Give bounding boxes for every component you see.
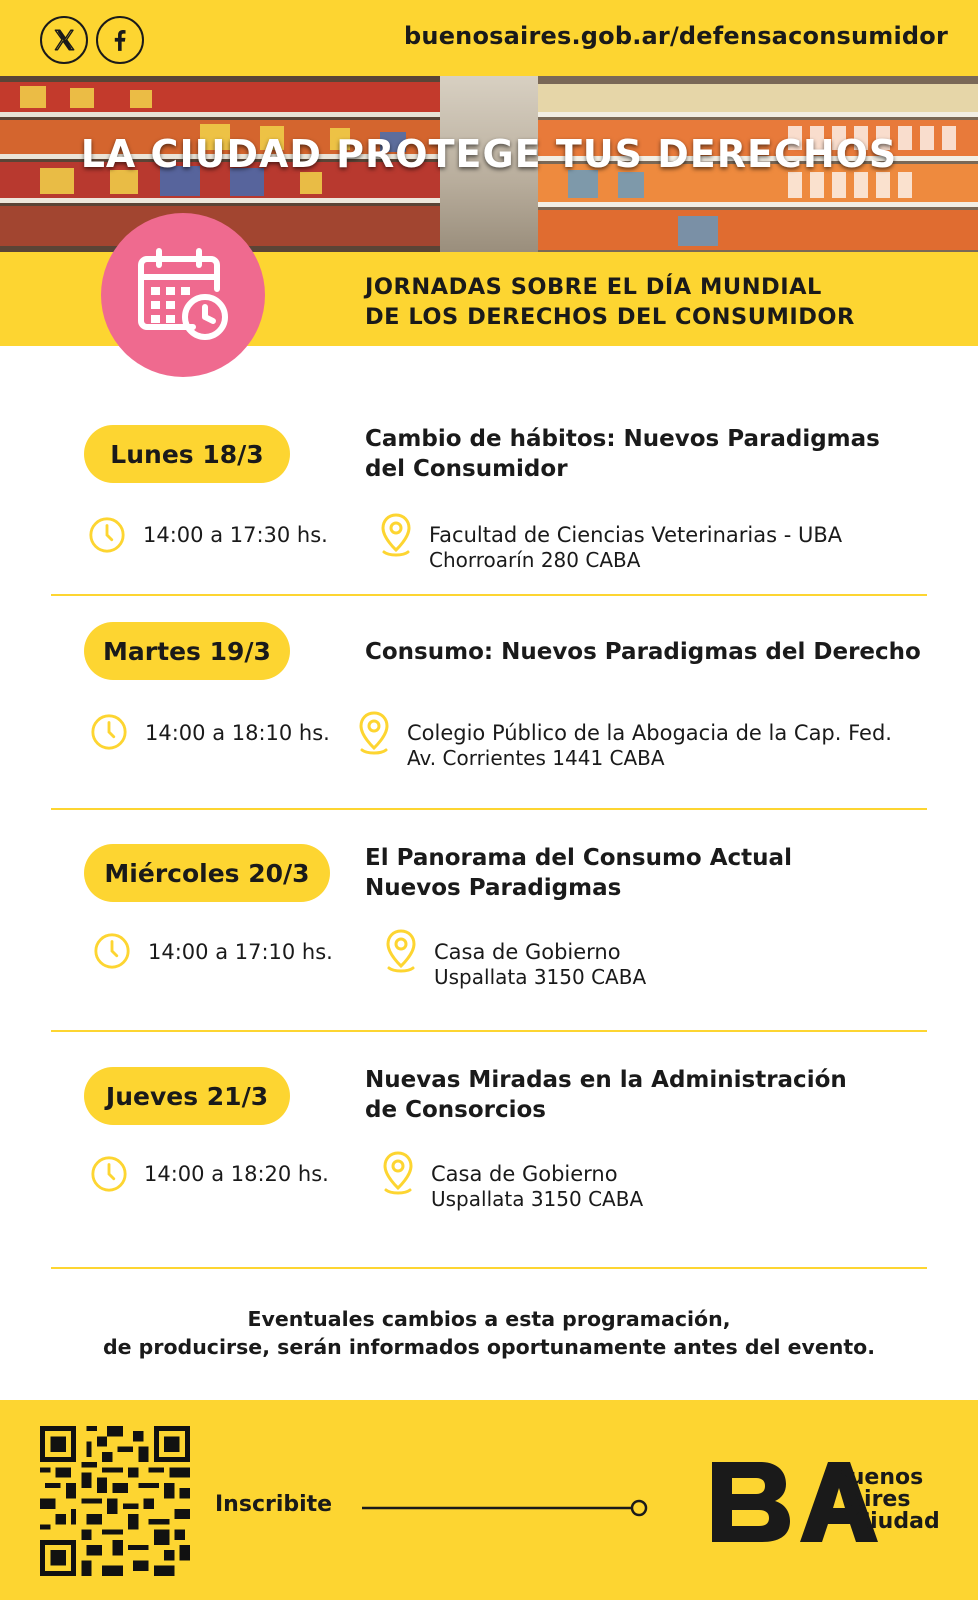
session-place: Facultad de Ciencias Veterinarias - UBA Chorroarín 280 CABA xyxy=(429,523,843,572)
session-title: Consumo: Nuevos Paradigmas del Derecho xyxy=(365,639,921,665)
calendar-clock-icon xyxy=(133,245,233,345)
session-place: Colegio Público de la Abogacia de la Cap. Fed. Av. Corrientes 1441 CABA xyxy=(407,721,892,770)
session-time: 14:00 a 18:10 hs. xyxy=(145,721,330,745)
svg-text:Aires: Aires xyxy=(847,1487,911,1512)
top-bar xyxy=(0,0,978,76)
location-pin-icon xyxy=(381,1150,415,1198)
session-place: Casa de Gobierno Uspallata 3150 CABA xyxy=(431,1162,644,1211)
session-time: 14:00 a 17:30 hs. xyxy=(143,523,328,547)
session-day-pill: Jueves 21/3 xyxy=(84,1067,290,1125)
session-day-pill: Martes 19/3 xyxy=(84,622,290,680)
session-title: Cambio de hábitos: Nuevos Paradigmas del Consumidor xyxy=(365,426,880,482)
svg-text:Buenos: Buenos xyxy=(832,1465,924,1490)
session-time: 14:00 a 18:20 hs. xyxy=(144,1162,329,1186)
session-divider xyxy=(51,594,927,596)
facebook-icon xyxy=(107,27,133,53)
location-pin-icon xyxy=(379,512,413,560)
hero-title: LA CIUDAD PROTEGE TUS DERECHOS xyxy=(80,132,898,176)
event-title-line-1: JORNADAS SOBRE EL DÍA MUNDIAL xyxy=(365,274,822,300)
location-pin-icon xyxy=(384,928,418,976)
clock-icon xyxy=(93,932,131,970)
svg-text:Ciudad: Ciudad xyxy=(854,1509,940,1534)
schedule-change-notice: Eventuales cambios a esta programación, de producirse, serán informados oportunamente antes del evento. xyxy=(102,1307,876,1359)
session-divider xyxy=(51,808,927,810)
register-arrow-line xyxy=(362,1499,648,1517)
x-twitter-icon xyxy=(51,27,77,53)
facebook-link[interactable] xyxy=(96,16,144,64)
session-title: Nuevas Miradas en la Administración de Consorcios xyxy=(365,1067,847,1123)
clock-icon xyxy=(88,516,126,554)
footer xyxy=(0,1400,978,1600)
event-title-line-2: DE LOS DERECHOS DEL CONSUMIDOR xyxy=(365,304,855,330)
session-divider xyxy=(51,1030,927,1032)
session-title: El Panorama del Consumo Actual Nuevos Paradigmas xyxy=(365,845,792,901)
event-title xyxy=(365,272,855,332)
session-divider xyxy=(51,1267,927,1269)
buenos-aires-ciudad-logo xyxy=(712,1460,944,1544)
session-day-pill: Lunes 18/3 xyxy=(84,425,290,483)
clock-icon xyxy=(90,713,128,751)
session-day-pill: Miércoles 20/3 xyxy=(84,844,330,902)
register-label[interactable]: Inscribite xyxy=(215,1492,333,1517)
clock-icon xyxy=(90,1155,128,1193)
site-url-link[interactable]: buenosaires.gob.ar/defensaconsumidor xyxy=(404,22,948,50)
location-pin-icon xyxy=(357,710,391,758)
calendar-badge xyxy=(101,213,265,377)
x-twitter-link[interactable] xyxy=(40,16,88,64)
registration-qr-code[interactable] xyxy=(40,1426,190,1576)
session-place: Casa de Gobierno Uspallata 3150 CABA xyxy=(434,940,647,989)
session-time: 14:00 a 17:10 hs. xyxy=(148,940,333,964)
